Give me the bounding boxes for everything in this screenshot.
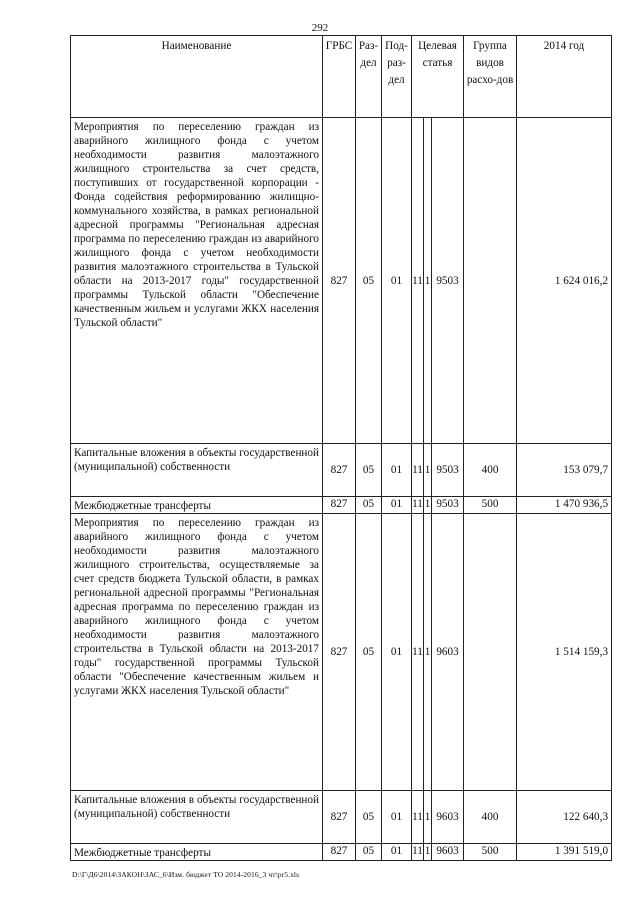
budget-table	[70, 35, 612, 861]
row-grbs: 827	[323, 444, 356, 497]
row-grbs: 827	[323, 514, 356, 791]
file-path-footer: D:\Г\Д6\2014\ЗАКОН\ЗАС_6\Изм. бюджет ТО 2014-2016_3 чт\pr5.xls	[72, 870, 300, 879]
row-target-code-1: 11	[412, 497, 424, 514]
row-target-code-2: 1	[424, 844, 432, 861]
table-row	[71, 444, 612, 497]
row-target-code-3: 9503	[432, 444, 464, 497]
row-amount: 1 391 519,0	[517, 844, 612, 861]
row-target-code-2: 1	[424, 444, 432, 497]
row-target-code-3: 9503	[432, 118, 464, 444]
table-header-row	[71, 36, 612, 118]
row-razdel: 05	[356, 118, 382, 444]
row-expense-group	[464, 118, 517, 444]
row-name: Капитальные вложения в объекты государственной (муниципальной) собственности	[71, 444, 323, 497]
row-expense-group: 400	[464, 791, 517, 844]
row-target-code-1: 11	[412, 118, 424, 444]
row-target-code-2: 1	[424, 497, 432, 514]
row-target-code-1: 11	[412, 514, 424, 791]
row-target-code-2: 1	[424, 118, 432, 444]
table-row	[71, 791, 612, 844]
row-grbs: 827	[323, 118, 356, 444]
header-gruppa-vidov: Группа видов расхо-дов	[464, 36, 517, 118]
header-razdel: Раз-дел	[356, 36, 382, 118]
row-name: Межбюджетные трансферты	[71, 497, 323, 514]
row-expense-group	[464, 514, 517, 791]
row-target-code-3: 9503	[432, 497, 464, 514]
row-expense-group: 500	[464, 844, 517, 861]
row-razdel: 05	[356, 844, 382, 861]
row-target-code-1: 11	[412, 791, 424, 844]
header-name: Наименование	[71, 36, 323, 118]
row-name: Капитальные вложения в объекты государственной (муниципальной) собственности	[71, 791, 323, 844]
row-expense-group: 500	[464, 497, 517, 514]
row-target-code-3: 9603	[432, 791, 464, 844]
row-target-code-2: 1	[424, 791, 432, 844]
row-podrazdel: 01	[382, 497, 412, 514]
row-podrazdel: 01	[382, 844, 412, 861]
row-grbs: 827	[323, 791, 356, 844]
row-target-code-2: 1	[424, 514, 432, 791]
row-expense-group: 400	[464, 444, 517, 497]
page-number: 292	[311, 22, 329, 34]
table-row	[71, 118, 612, 444]
row-razdel: 05	[356, 514, 382, 791]
row-amount: 1 514 159,3	[517, 514, 612, 791]
row-razdel: 05	[356, 791, 382, 844]
row-podrazdel: 01	[382, 118, 412, 444]
header-celevaya-statya: Целевая статья	[412, 36, 464, 118]
row-podrazdel: 01	[382, 791, 412, 844]
row-amount: 1 470 936,5	[517, 497, 612, 514]
table-row	[71, 844, 612, 861]
row-grbs: 827	[323, 844, 356, 861]
row-podrazdel: 01	[382, 444, 412, 497]
row-amount: 1 624 016,2	[517, 118, 612, 444]
header-podrazdel: Под-раз-дел	[382, 36, 412, 118]
row-amount: 153 079,7	[517, 444, 612, 497]
row-target-code-3: 9603	[432, 844, 464, 861]
table-row	[71, 514, 612, 791]
row-razdel: 05	[356, 444, 382, 497]
row-target-code-1: 11	[412, 444, 424, 497]
header-year: 2014 год	[517, 36, 612, 118]
row-target-code-1: 11	[412, 844, 424, 861]
row-name: Мероприятия по переселению граждан из аварийного жилищного фонда с учетом необходимости развития малоэтажного жилищного строительства, осуществляемые за счет средств бюджета Тульской области, в рамках региональной адресной программы "Региональная адресная программа по переселению граждан из аварийного жилищного фонда с учетом необходимости развития малоэтажного строительства в Тульской области на 2013-2017 годы" государственной программы Тульской области "Обеспечение качественным жильем и услугами ЖКХ населения Тульской области"	[71, 514, 323, 791]
row-amount: 122 640,3	[517, 791, 612, 844]
row-razdel: 05	[356, 497, 382, 514]
row-name: Межбюджетные трансферты	[71, 844, 323, 861]
row-podrazdel: 01	[382, 514, 412, 791]
row-name: Мероприятия по переселению граждан из аварийного жилищного фонда с учетом необходимости развития малоэтажного жилищного строительства за счет средств, поступивших от государственной корпорации - Фонда содействия реформированию жилищно-коммунального хозяйства, в рамках региональной адресной программы "Региональная адресная программа по переселению граждан из аварийного жилищного фонда с учетом необходимости развития малоэтажного строительства в Тульской области на 2013-2017 годы" государственной программы Тульской области "Обеспечение качественным жильем и услугами ЖКХ населения Тульской области"	[71, 118, 323, 444]
row-grbs: 827	[323, 497, 356, 514]
header-grbs: ГРБС	[323, 36, 356, 118]
table-row	[71, 497, 612, 514]
row-target-code-3: 9603	[432, 514, 464, 791]
